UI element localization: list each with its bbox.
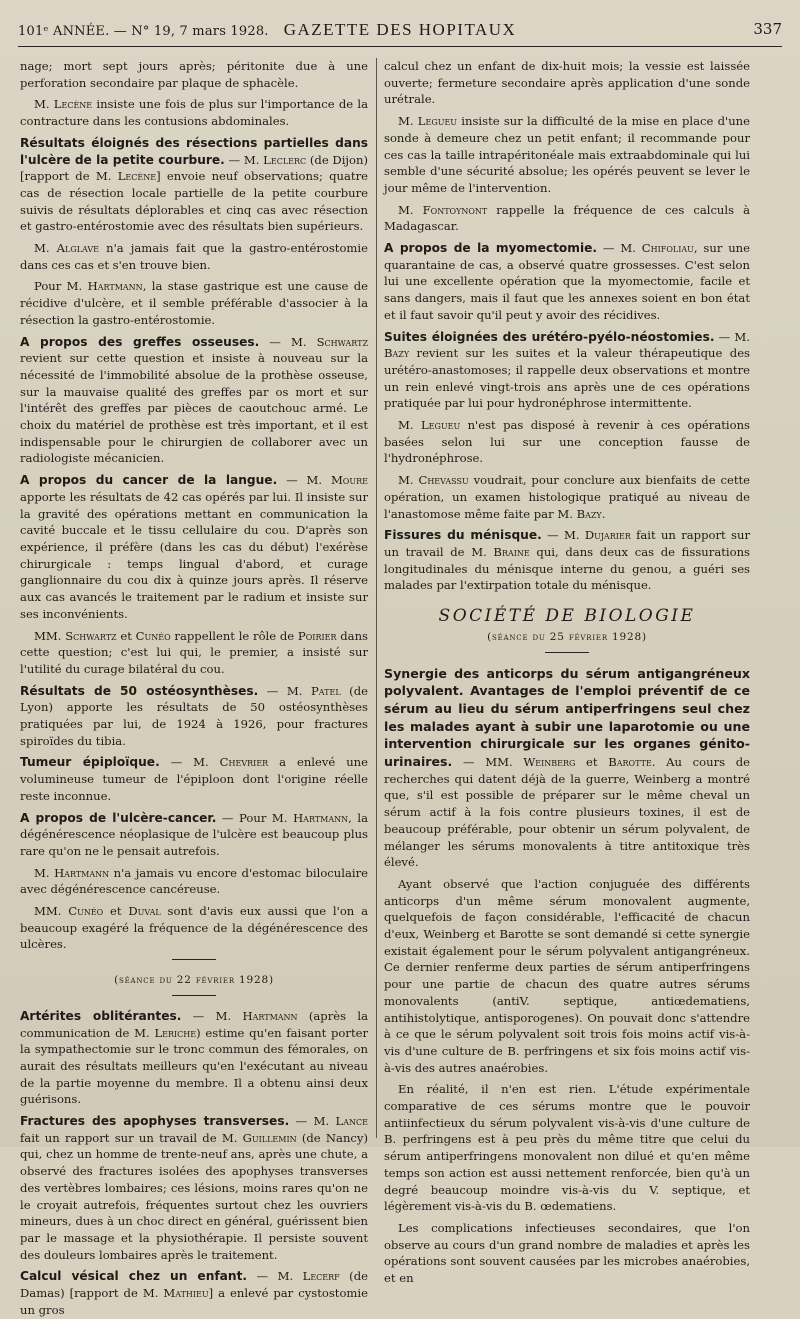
paragraph: Les complications infectieuses secondaires, que l'on observe au cours d'un grand nombre de maladies et après les opérations sont souvent causées par les microbes anaérobies, et en	[384, 1221, 750, 1286]
paragraph: M. Hartmann n'a jamais vu encore d'estomac biloculaire avec dégénérescence cancéreuse.	[20, 865, 368, 897]
article: Calcul vésical chez un enfant. — M. Lecerf (de Damas) [rapport de M. Mathieu] a enlevé par cystostomie un gros	[20, 1269, 368, 1317]
header-rule	[18, 46, 782, 47]
paragraph: M. Legueu n'est pas disposé à revenir à ces opérations basées selon lui sur une conception fausse de l'hydronéphrose.	[384, 418, 750, 466]
paragraph: MM. Schwartz et Cunéo rappellent le rôle de Poirier dans cette question; c'est lui qui, le premier, a insisté sur l'utilité du curage bilatéral du cou.	[20, 628, 368, 676]
paragraph: Ayant observé que l'action conjuguée des différents anticorps d'un même sérum monovalent augmente, quelquefois de façon considérable, l'efficacité de chacun d'eux, Weinberg et Barotte se sont demandé si cette synergie existait également pour le sérum polyvalent antigangréneux. Ce dernier renferme deux parties de sérum antiperfringens pour une partie de chacun des quatre autres sérums monovalents (antiV. septique, antiœdematiens, antihistolytique, antisporogenes). On pouvait donc s'attendre à ce que le sérum polyvalent soit trois fois moins actif vis-à-vis d'une culture de B. perfringens et six fois moins actif vis-à-vis des autres anaérobies.	[384, 876, 750, 1075]
article-heading: Résultats de 50 ostéosynthèses.	[20, 683, 259, 698]
paragraph: M. Legueu insiste sur la difficulté de la mise en place d'une sonde à demeure chez un petit enfant; il recommande pour ces cas la taille intrapéritonéale mais extraabdominale qui lui semble d'une sécurité absolue; les opérés peuvent se lever le jour même de l'intervention.	[384, 114, 750, 195]
session-date: (séance du 25 février 1928)	[487, 630, 647, 643]
issue-info: 101ᵉ ANNÉE. — N° 19, 7 mars 1928.	[18, 24, 269, 39]
article: Fractures des apophyses transverses. — M. Lance fait un rapport sur un travail de M. Guillemin (de Nancy) qui, chez un homme de trente-neuf ans, après une chute, a observé des fractures isolées des apophyses transverses des vertèbres lombaires; ces lésions, moins rares qu'on ne le croyait autrefois, fréquentes surtout chez les ouvriers mineurs, dues à un choc direct en général, guérissent bien par le massage et la physiothérapie. Il persiste souvent des douleurs lombaires après le traitement.	[20, 1114, 368, 1262]
article-heading: Fractures des apophyses transverses.	[20, 1114, 290, 1129]
article: A propos de l'ulcère-cancer. — Pour M. Hartmann, la dégénérescence néoplasique de l'ulcère est beaucoup plus rare qu'on ne le pensait autrefois.	[20, 810, 369, 858]
paragraph: MM. Cunéo et Duval sont d'avis eux aussi que l'on a beaucoup exagéré la fréquence de la dégénérescence des ulcères.	[20, 904, 368, 952]
article: Résultats éloignés des résections partielles dans l'ulcère de la petite courbure. — M. Leclerc (de Dijon) [rapport de M. Lecène] envoie neuf observations; quatre cas de résection locale partielle de la petite courbure suivis de résultats déplorables et cinq cas avec résection et gastro-entérostomie avec des résultats bien supérieurs.	[20, 135, 368, 234]
article: A propos de la myomectomie. — M. Chifoliau, sur une quarantaine de cas, a observé quatre grossesses. C'est selon lui une excellente opération que la myomectomie, facile et sans dangers, mais il faut que les annexes soient en bon état et il faut savoir qu'il peut y avoir des récidives.	[384, 241, 751, 322]
article-heading: A propos des greffes osseuses.	[20, 334, 260, 349]
article: A propos du cancer de la langue. — M. Moure apporte les résultats de 42 cas opérés par lui. Il insiste sur la gravité des opérations mettant en communication la cavité buccale et le tissu cellulaire du cou. D'après son expérience, il préfère (dans les cas du début) l'exérèse chirurgicale : temps lingual d'abord, et curage ganglionnaire du cou dix à quinze jours après. Il réserve aux cas avancés le traitement par le radium et insiste sur ses inconvénients.	[20, 473, 368, 621]
section-title: SOCIÉTÉ DE BIOLOGIE	[438, 606, 696, 627]
article-heading: A propos de la myomectomie.	[384, 241, 598, 256]
article: Tumeur épiploïque. — M. Chevrier a enlevé une volumineuse tumeur de l'épiploon dont l'origine réelle reste inconnue.	[20, 755, 368, 803]
article: Fissures du ménisque. — M. Dujarier fait un rapport sur un travail de M. Braine qui, dans deux cas de fissurations longitudinales du ménisque interne du genou, a guéri ses malades par l'extirpation totale du ménisque.	[384, 528, 750, 593]
paragraph: M. Alglave n'a jamais fait que la gastro-entérostomie dans ces cas et s'en trouve bien.	[20, 241, 368, 272]
page-number: 337	[753, 20, 782, 38]
paragraph: M. Lecène insiste une fois de plus sur l'importance de la contracture dans les contusions abdominales.	[20, 97, 368, 129]
article-heading: A propos de l'ulcère-cancer.	[20, 810, 217, 825]
article-heading: Résultats éloignés des résections partielles dans l'ulcère de la petite courbure.	[20, 135, 368, 167]
article: Synergie des anticorps du sérum antigangréneux polyvalent. Avantages de l'emploi préventif de ce sérum au lieu du sérum antiperfringens seul chez les malades ayant à subir une laparotomie ou une intervention chirurgicale sur les organes génito-urinaires. — MM. Weinberg et Barotte. Au cours de recherches qui datent déjà de la guerre, Weinberg a montré que, s'il est possible de préparer sur le même cheval un sérum actif à la fois contre plusieurs toxines, il est de beaucoup préférable, pour obtenir un sérum polyvalent, de mélanger les sérums monovalents à titre antitoxique très élevé.	[384, 665, 751, 870]
article-heading: A propos du cancer de la langue.	[20, 473, 278, 488]
paragraph: Pour M. Hartmann, la stase gastrique est une cause de récidive d'ulcère, et il semble préférable d'associer à la résection la gastro-entérostomie.	[20, 279, 369, 327]
section-rule	[172, 995, 216, 996]
column-separator	[376, 58, 377, 1138]
article-heading: Suites éloignées des urétéro-pyélo-néostomies.	[384, 329, 715, 344]
article: A propos des greffes osseuses. — M. Schwartz revient sur cette question et insiste à nouveau sur la nécessité de l'immobilité absolue de la prothèse osseuse, sur la mauvaise qualité des greffes par os mort et sur l'intérêt des greffes par pièces de caoutchouc armé. Le choix du matériel de prothèse est très important, et il est indispensable pour le chirurgien de collaborer avec un radiologiste mécanicien.	[20, 334, 368, 466]
article-heading: Fissures du ménisque.	[384, 528, 542, 543]
article: Artérites oblitérantes. — M. Hartmann (après la communication de M. Leriche) estime qu'en faisant porter la sympathectomie sur le tronc commun des fémorales, on aurait des résultats meilleurs qu'en l'exécutant au niveau de la partie moyenne du membre. Il a obtenu ainsi deux guérisons.	[20, 1008, 369, 1107]
article-heading: Artérites oblitérantes.	[20, 1008, 182, 1023]
paragraph: calcul chez un enfant de dix-huit mois; la vessie est laissée ouverte; fermeture secondaire après application d'une sonde urétrale.	[384, 59, 750, 107]
left-column	[20, 58, 369, 1317]
paragraph: En réalité, il n'en est rien. L'étude expérimentale comparative de ces sérums montre que le pouvoir antiinfectieux du sérum polyvalent vis-à-vis d'une culture de B. perfringens est à peu près du même titre que celui du sérum antiperfringens monovalent non dilué et qu'en même temps son action est aussi nettement renforcée, bien qu'à un degré beaucoup moindre vis-à-vis du V. septique, et légèrement vis-à-vis du B. œdematiens.	[384, 1082, 750, 1214]
article: Suites éloignées des urétéro-pyélo-néostomies. — M. Bazy revient sur les suites et la valeur thérapeutique des urétéro-anastomoses; il rappelle deux observations et montre un rein enlevé vingt-trois ans après une de ces opérations pratiquée par lui pour hydronéphrose intermittente.	[384, 329, 750, 411]
section-rule	[172, 959, 216, 960]
paragraph: M. Chevassu voudrait, pour conclure aux bienfaits de cette opération, un examen histologique pratiqué au niveau de l'anastomose même faite par M. Bazy.	[384, 473, 750, 521]
article: Résultats de 50 ostéosynthèses. — M. Patel (de Lyon) apporte les résultats de 50 ostéosynthèses pratiquées par lui, de 1924 à 1926, pour fractures spiroïdes du tibia.	[20, 683, 368, 748]
paragraph: M. Fontoynont rappelle la fréquence de ces calculs à Madagascar.	[384, 202, 750, 234]
right-column	[384, 58, 751, 1286]
section-rule	[545, 652, 589, 653]
journal-title: GAZETTE DES HOPITAUX	[283, 20, 517, 39]
article-heading: Synergie des anticorps du sérum antigangréneux polyvalent. Avantages de l'emploi préventif de ce sérum au lieu du sérum antiperfringens seul chez les malades ayant à subir une laparotomie ou une intervention chirurgicale sur les organes génito-urinaires.	[384, 665, 750, 770]
paragraph: nage; mort sept jours après; péritonite due à une perforation secondaire par plaque de sphacèle.	[20, 59, 368, 90]
page-header	[18, 12, 782, 48]
article-heading: Calcul vésical chez un enfant.	[20, 1269, 248, 1284]
article-heading: Tumeur épiploïque.	[20, 755, 160, 770]
session-date: (séance du 22 février 1928)	[114, 974, 274, 987]
